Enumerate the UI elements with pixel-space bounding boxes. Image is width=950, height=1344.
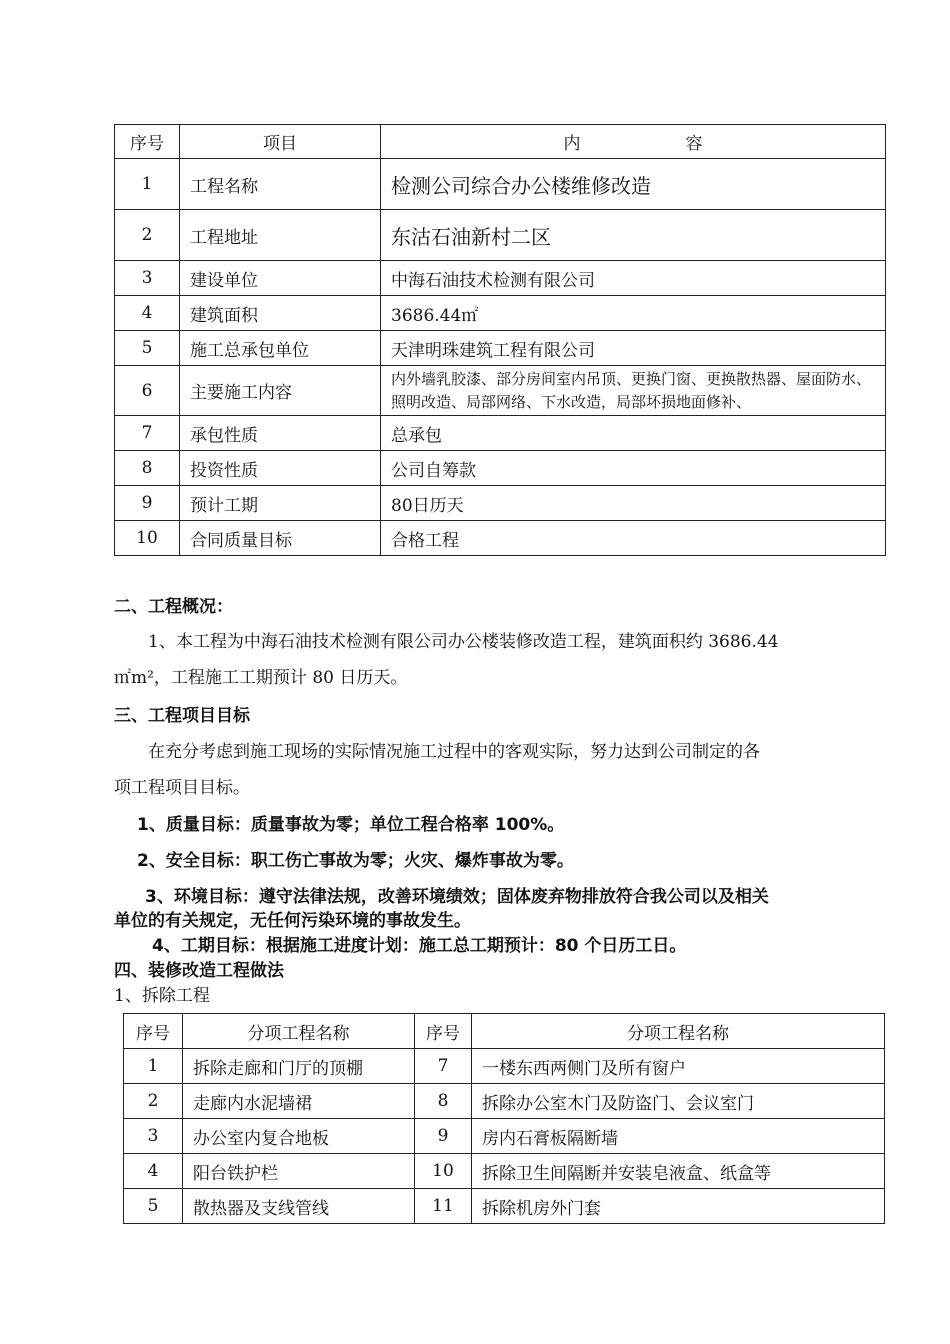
header-seq: 序号 [124, 1014, 183, 1049]
row-seq: 5 [115, 331, 180, 366]
row-content: 合格工程 [381, 521, 886, 556]
row-content: 中海石油技术检测有限公司 [381, 261, 886, 296]
row-item: 预计工期 [180, 486, 381, 521]
header-content-part1: 内 [563, 134, 581, 154]
row-seq: 11 [415, 1189, 472, 1224]
row-item: 合同质量目标 [180, 521, 381, 556]
row-seq: 8 [415, 1084, 472, 1119]
demolition-table [123, 1013, 885, 1224]
row-seq: 3 [115, 261, 180, 296]
section2-heading: 二、工程概况： [114, 597, 233, 617]
row-name: 拆除卫生间隔断并安装皂液盒、纸盒等 [472, 1154, 885, 1189]
table-row [115, 210, 886, 261]
demolition-subheading: 1、拆除工程 [114, 986, 210, 1006]
row-item: 承包性质 [180, 416, 381, 451]
table-row [115, 159, 886, 210]
header-seq: 序号 [415, 1014, 472, 1049]
row-name: 一楼东西两侧门及所有窗户 [472, 1049, 885, 1084]
row-item: 建筑面积 [180, 296, 381, 331]
environment-goal-line2: 单位的有关规定，无任何污染环境的事故发生。 [114, 911, 471, 931]
row-content: 内外墙乳胶漆、部分房间室内吊顶、更换门窗、更换散热器、屋面防水、照明改造、局部网络、下水改造，局部坏损地面修补、 [381, 366, 886, 416]
table-row [124, 1154, 885, 1189]
row-content: 公司自筹款 [381, 451, 886, 486]
row-name: 房内石膏板隔断墙 [472, 1119, 885, 1154]
row-name: 拆除机房外门套 [472, 1189, 885, 1224]
header-seq: 序号 [115, 125, 180, 159]
row-content: 3686.44㎡ [381, 296, 886, 331]
table-row [115, 416, 886, 451]
row-content: 检测公司综合办公楼维修改造 [381, 159, 886, 210]
table-row [124, 1084, 885, 1119]
table-row [124, 1049, 885, 1084]
table-row [115, 521, 886, 556]
table-row [124, 1119, 885, 1154]
row-content: 东沽石油新村二区 [381, 210, 886, 261]
row-name: 拆除走廊和门厅的顶棚 [183, 1049, 415, 1084]
section3-paragraph-line1: 在充分考虑到施工现场的实际情况施工过程中的客观实际，努力达到公司制定的各 [148, 742, 760, 762]
safety-goal: 2、安全目标：职工伤亡事故为零；火灾、爆炸事故为零。 [137, 851, 574, 871]
row-name: 阳台铁护栏 [183, 1154, 415, 1189]
table-row [124, 1189, 885, 1224]
quality-goal: 1、质量目标：质量事故为零；单位工程合格率 100%。 [137, 815, 565, 835]
row-seq: 10 [415, 1154, 472, 1189]
section2-paragraph-line1: 1、本工程为中海石油技术检测有限公司办公楼装修改造工程，建筑面积约 3686.44 [148, 632, 779, 652]
table-row [115, 261, 886, 296]
section3-heading: 三、工程项目目标 [114, 706, 250, 726]
row-seq: 7 [115, 416, 180, 451]
project-info-table [114, 124, 886, 556]
row-seq: 9 [415, 1119, 472, 1154]
table-row [115, 486, 886, 521]
table-header-row [124, 1014, 885, 1049]
row-seq: 2 [124, 1084, 183, 1119]
schedule-goal: 4、工期目标：根据施工进度计划：施工总工期预计：80 个日历工日。 [152, 936, 687, 956]
row-content: 天津明珠建筑工程有限公司 [381, 331, 886, 366]
row-item: 主要施工内容 [180, 366, 381, 416]
row-item: 建设单位 [180, 261, 381, 296]
environment-goal-line1: 3、环境目标：遵守法律法规，改善环境绩效；固体废弃物排放符合我公司以及相关 [145, 887, 769, 907]
table-row [115, 331, 886, 366]
row-item: 工程地址 [180, 210, 381, 261]
row-item: 施工总承包单位 [180, 331, 381, 366]
table-row [115, 366, 886, 416]
row-seq: 2 [115, 210, 180, 261]
row-seq: 10 [115, 521, 180, 556]
row-name: 办公室内复合地板 [183, 1119, 415, 1154]
table-row [115, 451, 886, 486]
section4-heading: 四、装修改造工程做法 [114, 961, 284, 981]
row-content: 总承包 [381, 416, 886, 451]
row-seq: 9 [115, 486, 180, 521]
row-name: 走廊内水泥墙裙 [183, 1084, 415, 1119]
header-content-part2: 容 [685, 134, 703, 154]
row-seq: 4 [124, 1154, 183, 1189]
row-item: 投资性质 [180, 451, 381, 486]
row-seq: 7 [415, 1049, 472, 1084]
row-seq: 5 [124, 1189, 183, 1224]
header-content [381, 125, 886, 159]
row-name: 散热器及支线管线 [183, 1189, 415, 1224]
row-seq: 3 [124, 1119, 183, 1154]
table-row [115, 296, 886, 331]
row-item: 工程名称 [180, 159, 381, 210]
header-subitem-name: 分项工程名称 [472, 1014, 885, 1049]
table-header-row [115, 125, 886, 159]
row-seq: 4 [115, 296, 180, 331]
section3-paragraph-line2: 项工程项目目标。 [114, 778, 250, 798]
row-seq: 1 [124, 1049, 183, 1084]
section2-paragraph-line2: ㎡m²，工程施工工期预计 80 日历天。 [114, 668, 408, 688]
row-seq: 1 [115, 159, 180, 210]
header-item: 项目 [180, 125, 381, 159]
row-seq: 6 [115, 366, 180, 416]
row-seq: 8 [115, 451, 180, 486]
row-name: 拆除办公室木门及防盗门、会议室门 [472, 1084, 885, 1119]
header-subitem-name: 分项工程名称 [183, 1014, 415, 1049]
row-content: 80日历天 [381, 486, 886, 521]
